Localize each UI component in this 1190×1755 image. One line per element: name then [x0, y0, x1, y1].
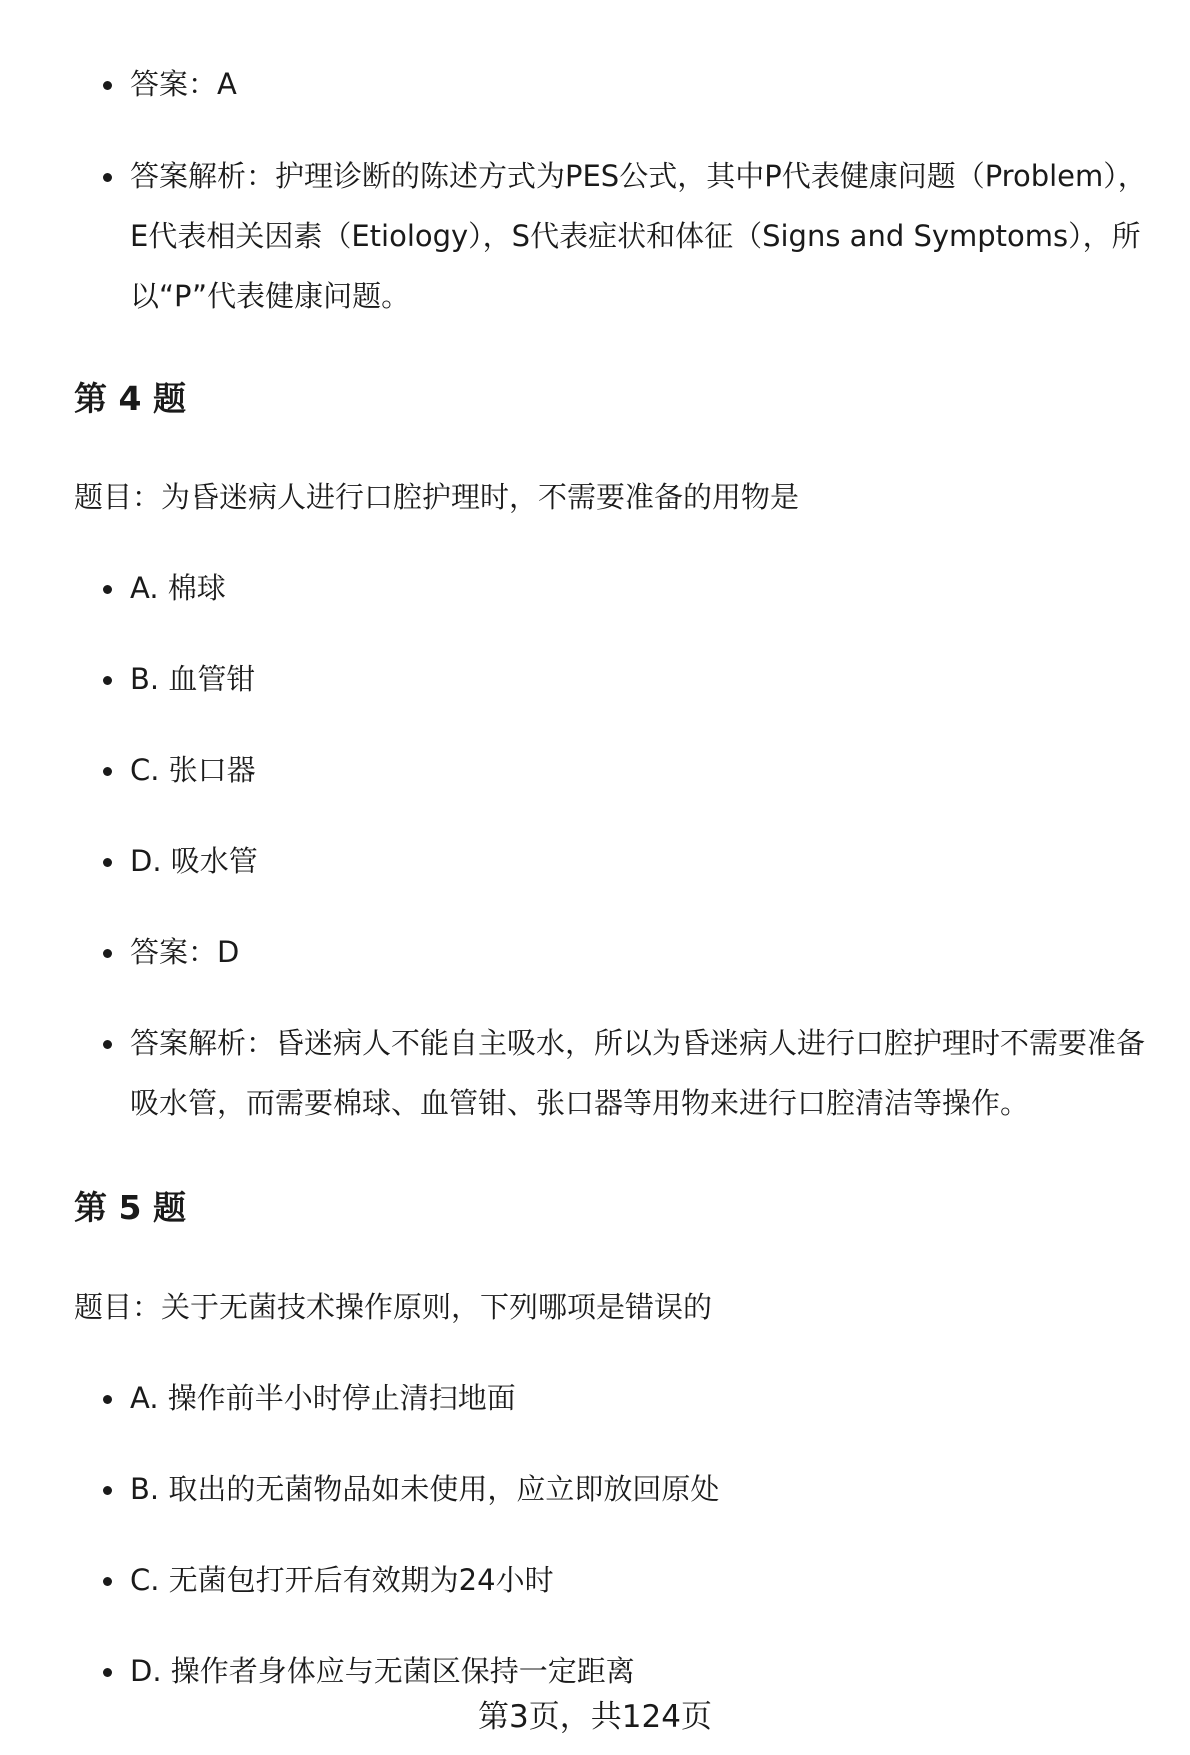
q4-heading: 第 4 题	[74, 379, 186, 418]
page-footer: 第3页，共124页	[478, 1699, 712, 1735]
q4-option-b: B. 血管钳	[130, 649, 1160, 709]
q4-stem: 题目：为昏迷病人进行口腔护理时，不需要准备的用物是	[74, 480, 800, 514]
q5-option-b: B. 取出的无菌物品如未使用，应立即放回原处	[130, 1459, 1160, 1519]
q4-option-c: C. 张口器	[130, 740, 1160, 800]
q4-option-d: D. 吸水管	[130, 831, 1160, 891]
q5-option-d: D. 操作者身体应与无菌区保持一定距离	[130, 1641, 1160, 1701]
q4-explanation: 答案解析：昏迷病人不能自主吸水，所以为昏迷病人进行口腔护理时不需要准备吸水管，而需要棉球、血管钳、张口器等用物来进行口腔清洁等操作。	[130, 1013, 1160, 1133]
q5-option-a: A. 操作前半小时停止清扫地面	[130, 1368, 1160, 1428]
q4-answer: 答案：D	[130, 922, 1160, 982]
q5-stem: 题目：关于无菌技术操作原则，下列哪项是错误的	[74, 1290, 713, 1324]
q5-option-c: C. 无菌包打开后有效期为24小时	[130, 1550, 1160, 1610]
q4-option-a: A. 棉球	[130, 558, 1160, 618]
q5-heading: 第 5 题	[74, 1188, 186, 1227]
q3-answer: 答案：A	[130, 54, 1160, 114]
q3-explanation: 答案解析：护理诊断的陈述方式为PES公式，其中P代表健康问题（Problem），E代表相关因素（Etiology），S代表症状和体征（Signs and Symptoms），所以“P”代表健康问题。	[130, 146, 1160, 326]
